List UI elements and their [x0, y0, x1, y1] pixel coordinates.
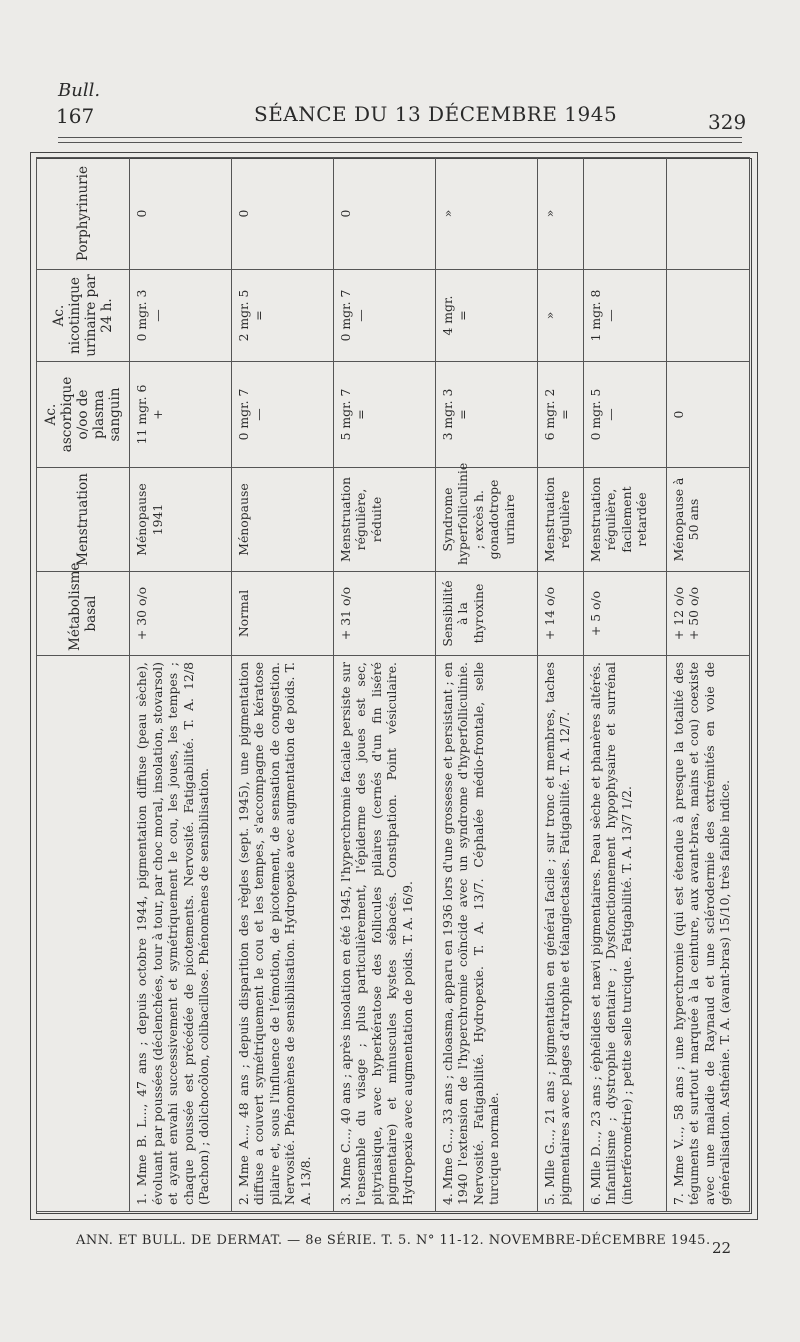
- case-description: 3. Mme C..., 40 ans ; après insolation en été 1945, l'hyperchromie faciale persiste sur l'ensemble du visage ; plus particulièrement, l'épiderme des joues est sec, pityriasique, avec hyperkératose des follicules pilaires (cernés d'un fin liséré pigmentaire) et minuscules kystes sébacés. Constipation. Point vésiculaire. Hydropexie avec augmentation de poids. T. A. 16/9.: [333, 656, 435, 1212]
- table-row: [130, 158, 232, 1212]
- header-case: [37, 656, 130, 1212]
- case-description: 5. Mlle G..., 21 ans ; pigmentation en général facile ; sur tronc et membres, taches pigmentaires avec plages d'atrophie et télangiectasies. Fatigabilité. T. A. 12/7.: [537, 656, 583, 1212]
- nicotinic-value: 4 mgr. =: [435, 270, 537, 362]
- porphyrinuria-value: 0: [130, 158, 232, 270]
- table-row: [666, 158, 749, 1212]
- table-row: [333, 158, 435, 1212]
- header-menstruation: Menstruation: [37, 468, 130, 572]
- nicotinic-value: »: [537, 270, 583, 362]
- ascorbic-value: 11 mgr. 6 +: [130, 362, 232, 468]
- case-description: 6. Mlle D..., 23 ans ; éphélides et nævi pigmentaires. Peau sèche et phanères altérés. Infantilisme ; dystrophie dentaire ; Dysfonctionnement hypophysaire et surrénal (interférométrie) ; petite selle turcique. Fatigabilité. T. A. 13/7 1/2.: [583, 656, 666, 1212]
- case-description: 7. Mme V..., 58 ans ; une hyperchromie (qui est étendue à presque la totalité des téguments et surtout marquée à la ceinture, aux avant-bras, mains et cou) coexiste avec une maladie de Raynaud et une sclérodermie des extrémités en voie de généralisation. Asthénie. T. A. (avant-bras) 15/10, très faible indice.: [666, 656, 749, 1212]
- metabolism-value: + 12 o/o + 50 o/o: [666, 572, 749, 656]
- metabolism-value: Sensibilité à la thyroxine: [435, 572, 537, 656]
- ascorbic-value: 0 mgr. 7 —: [231, 362, 333, 468]
- page-title: SÉANCE DU 13 DÉCEMBRE 1945: [254, 102, 618, 126]
- header-porphyrinuria: Porphyrinurie: [37, 158, 130, 270]
- menstruation-value: Ménopause: [231, 468, 333, 572]
- case-description: 1. Mme B. L..., 47 ans ; depuis octobre 1944, pigmentation diffuse (peau sèche), évoluant par poussées (déclenchées, tour à tour, par choc moral, insolation, stovarsol) et ayant envahi successivement et symétriquement le cou, les joues, les tempes ; chaque poussée est précédée de picotements. Nervosité. Fatigabilité. T. A. 12/8 (Pachon) ; dolichocôlon, colibacillose. Phénomènes de sensibilisation.: [130, 656, 232, 1212]
- porphyrinuria-value: 0: [333, 158, 435, 270]
- sheet-number: 22: [712, 1239, 732, 1257]
- header-rule: [58, 137, 742, 138]
- table-row: [583, 158, 666, 1212]
- ascorbic-value: 5 mgr. 7 =: [333, 362, 435, 468]
- bull-label: Bull.: [58, 80, 101, 101]
- table-row: [537, 158, 583, 1212]
- menstruation-value: Syndrome hyperfolliculinie ; excès h. gonadotrope urinaire: [435, 468, 537, 572]
- metabolism-value: + 31 o/o: [333, 572, 435, 656]
- journal-footer: ANN. ET BULL. DE DERMAT. — 8e SÉRIE. T. 5. N° 11-12. NOVEMBRE-DÉCEMBRE 1945.: [76, 1233, 711, 1248]
- header-metabolism: Métabolisme basal: [37, 572, 130, 656]
- header-rule: [58, 142, 742, 143]
- ascorbic-value: 3 mgr. 3 =: [435, 362, 537, 468]
- nicotinic-value: 0 mgr. 3 —: [130, 270, 232, 362]
- menstruation-value: Menstruation régulière, facilement retardée: [583, 468, 666, 572]
- clinical-table: [36, 157, 750, 1212]
- rotated-table-container: [36, 158, 750, 1212]
- porphyrinuria-value: »: [435, 158, 537, 270]
- menstruation-value: Ménopause à 50 ans: [666, 468, 749, 572]
- nicotinic-value: 1 mgr. 8 —: [583, 270, 666, 362]
- table-row: [435, 158, 537, 1212]
- case-description: 2. Mme A..., 48 ans ; depuis disparition des règles (sept. 1945), une pigmentation diffuse a couvert symétriquement le cou et les tempes, s'accompagne de kératose pilaire et, sous l'influence de l'émotion, de picotement, de sensation de congestion. Nervosité. Phénomènes de sensibilisation. Hydropexie avec augmentation de poids. T. A. 13/8.: [231, 656, 333, 1212]
- case-description: 4. Mme G..., 33 ans ; chloasma, apparu en 1936 lors d'une grossesse et persistant ; en 1940 l'extension de l'hyperchromie coïncide avec un syndrome d'hyperfolliculinie. Nervosité. Fatigabilité. Hydropexie. T. A. 13/7. Céphalée médio-frontale, selle turcique normale.: [435, 656, 537, 1212]
- porphyrinuria-value: 0: [231, 158, 333, 270]
- table-row: [231, 158, 333, 1212]
- menstruation-value: Ménopause 1941: [130, 468, 232, 572]
- page-number-left: 167: [56, 104, 95, 128]
- ascorbic-value: 0: [666, 362, 749, 468]
- nicotinic-value: 0 mgr. 7 —: [333, 270, 435, 362]
- nicotinic-value: 2 mgr. 5 =: [231, 270, 333, 362]
- header-ascorbic: Ac. ascorbique o/oo de plasma sanguin: [37, 362, 130, 468]
- nicotinic-value: [666, 270, 749, 362]
- ascorbic-value: 6 mgr. 2 =: [537, 362, 583, 468]
- metabolism-value: + 14 o/o: [537, 572, 583, 656]
- metabolism-value: + 30 o/o: [130, 572, 232, 656]
- page-number-right: 329: [708, 110, 747, 134]
- table-header-row: [37, 158, 130, 1212]
- porphyrinuria-value: [583, 158, 666, 270]
- ascorbic-value: 0 mgr. 5 —: [583, 362, 666, 468]
- porphyrinuria-value: [666, 158, 749, 270]
- header-nicotinic: Ac. nicotinique urinaire par 24 h.: [37, 270, 130, 362]
- metabolism-value: Normal: [231, 572, 333, 656]
- metabolism-value: + 5 o/o: [583, 572, 666, 656]
- porphyrinuria-value: »: [537, 158, 583, 270]
- menstruation-value: Menstruation régulière: [537, 468, 583, 572]
- menstruation-value: Menstruation régulière, réduite: [333, 468, 435, 572]
